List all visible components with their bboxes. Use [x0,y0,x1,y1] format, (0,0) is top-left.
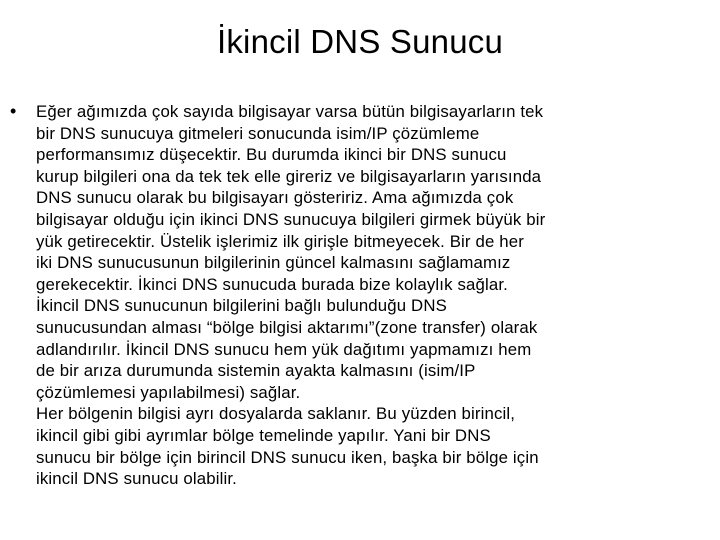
body-line: de bir arıza durumunda sistemin ayakta kalmasını (isim/IP [36,361,476,381]
body-line: çözümlemesi yapılabilmesi) sağlar. [36,382,301,402]
body-line: Her bölgenin bilgisi ayrı dosyalarda saklanır. Bu yüzden birincil, [36,404,516,424]
body-line: performansımız düşecektir. Bu durumda ikinci bir DNS sunucu [36,145,507,165]
body-line: sunucu bir bölge için birincil DNS sunucu iken, başka bir bölge için [36,447,539,467]
body-line: ikincil DNS sunucu olabilir. [36,469,237,489]
body-line: Eğer ağımızda çok sayıda bilgisayar varsa bütün bilgisayarların tek [36,102,544,121]
bullet-item [10,101,716,490]
slide-title: İkincil DNS Sunucu [216,23,504,60]
body-line: adlandırılır. İkincil DNS sunucu hem yük dağıtımı yapmamızı hem [36,339,532,359]
body-line: ikincil gibi gibi ayrımlar bölge temelinde yapılır. Yani bir DNS [36,425,491,445]
body-line: bir DNS sunucuya gitmeleri sonucunda isim/IP çözümleme [36,123,480,143]
body-line: DNS sunucu olarak bu bilgisayarı gösteririz. Ama ağımızda çok [36,188,514,208]
body-line: İkincil DNS sunucunun bilgilerini bağlı bulunduğu DNS [36,296,447,316]
body-line: gerekecektir. İkinci DNS sunucuda burada bize kolaylık sağlar. [36,274,508,294]
body-line: sunucusundan alması “bölge bilgisi aktarımı”(zone transfer) olarak [36,317,538,337]
body-line: yük getirecektir. Üstelik işlerimiz ilk girişle bitmeyecek. Bir de her [36,231,524,251]
body-line: iki DNS sunucusunun bilgilerinin güncel kalmasını sağlamamız [36,253,511,273]
slide-body [10,101,716,490]
body-line: kurup bilgileri ona da tek tek elle gireriz ve bilgisayarların yarısında [36,166,542,186]
body-line: bilgisayar olduğu için ikinci DNS sunucuya bilgileri girmek büyük bir [36,209,546,229]
bullet-icon: • [10,101,17,121]
bullet-text [36,101,716,490]
